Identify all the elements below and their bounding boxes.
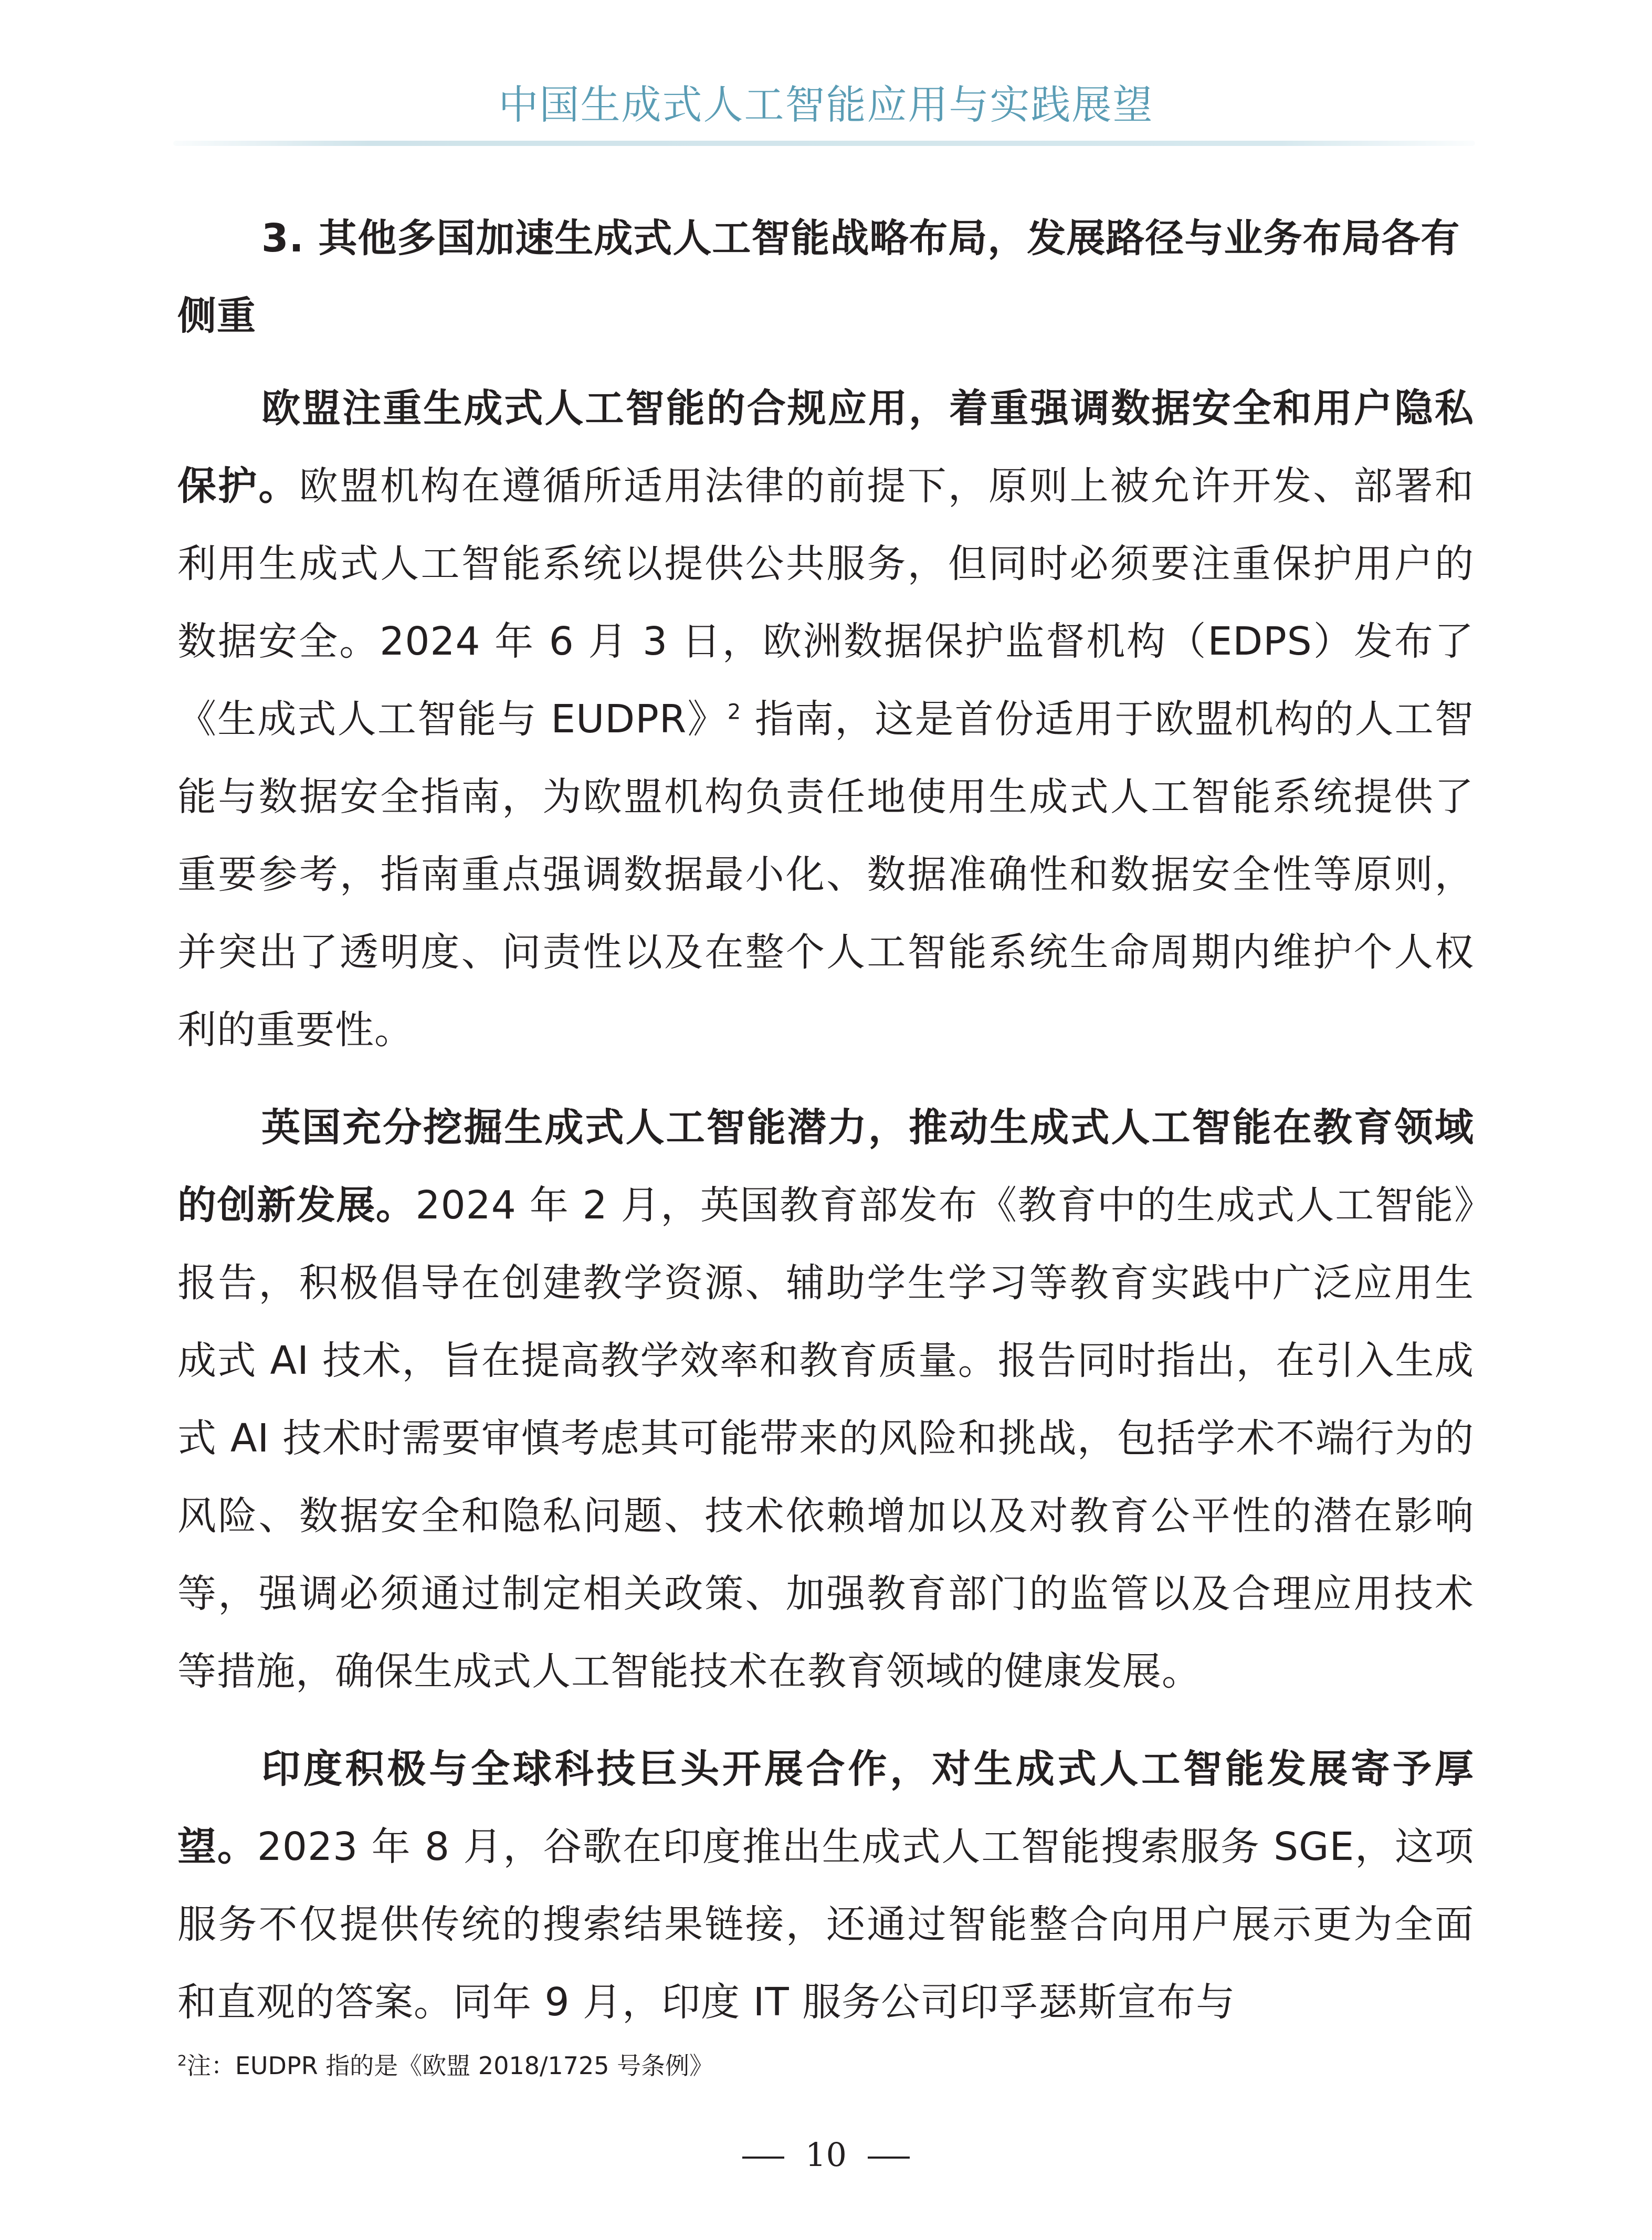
page-number-dash-right [868,2157,910,2159]
section-heading: 3. 其他多国加速生成式人工智能战略布局，发展路径与业务布局各有侧重 [177,216,1460,339]
footnote-reference[interactable]: 2 [727,700,742,724]
page-body [177,199,1474,2061]
running-header: 中国生成式人工智能应用与实践展望 [498,81,1154,128]
header-divider [173,141,1475,146]
paragraph-uk-lead: 英国充分挖掘生成式人工智能潜力，推动生成式人工智能在教育领域的创新发展。 [177,1105,1474,1228]
paragraph-eu-body-cont: 指南，这是首份适用于欧盟机构的人工智能与数据安全指南，为欧盟机构负责任地使用生成式人工智能系统提供了重要参考，指南重点强调数据最小化、数据准确性和数据安全性等原则，并突出了透明度、问责性以及在整个人工智能系统生命周期内维护个人权利的重要性。 [177,697,1474,1053]
page-number-dash-left [742,2157,784,2159]
footnote [177,2050,1474,2081]
paragraph-uk-body: 2024 年 2 月，英国教育部发布《教育中的生成式人工智能》报告，积极倡导在创建教学资源、辅助学生学习等教育实践中广泛应用生成式 AI 技术，旨在提高教学效率和教育质量。报告同时指出，在引入生成式 AI 技术时需要审慎考虑其可能带来的风险和挑战，包括学术不端行为的风险、数据安全和隐私问题、技术依赖增加以及对教育公平性的潜在影响等，强调必须通过制定相关政策、加强教育部门的监管以及合理应用技术等措施，确保生成式人工智能技术在教育领域的健康发展。 [177,1183,1474,1694]
paragraph-eu [177,370,1474,1069]
paragraph-eu-body: 欧盟机构在遵循所适用法律的前提下，原则上被允许开发、部署和利用生成式人工智能系统以提供公共服务，但同时必须要注重保护用户的数据安全。2024 年 6 月 3 日，欧洲数据保护监督机构（EDPS）发布了《生成式人工智能与 EUDPR》 [177,464,1475,742]
paragraph-uk [177,1089,1474,1710]
page-number [0,2134,1652,2176]
paragraph-india-lead: 印度积极与全球科技巨头开展合作，对生成式人工智能发展寄予厚望。 [177,1747,1474,1869]
paragraph-india [177,1730,1474,2041]
footnote-text: 注：EUDPR 指的是《欧盟 2018/1725 号条例》 [186,2052,714,2080]
paragraph-india-body: 2023 年 8 月，谷歌在印度推出生成式人工智能搜索服务 SGE，这项服务不仅提供传统的搜索结果链接，还通过智能整合向用户展示更为全面和直观的答案。同年 9 月，印度 IT 服务公司印孚瑟斯宣布与 [177,1824,1474,2025]
page-number-value: 10 [805,2136,847,2174]
footnote-number: 2 [177,2052,187,2069]
paragraph-eu-lead: 欧盟注重生成式人工智能的合规应用，着重强调数据安全和用户隐私保护。 [177,386,1474,509]
